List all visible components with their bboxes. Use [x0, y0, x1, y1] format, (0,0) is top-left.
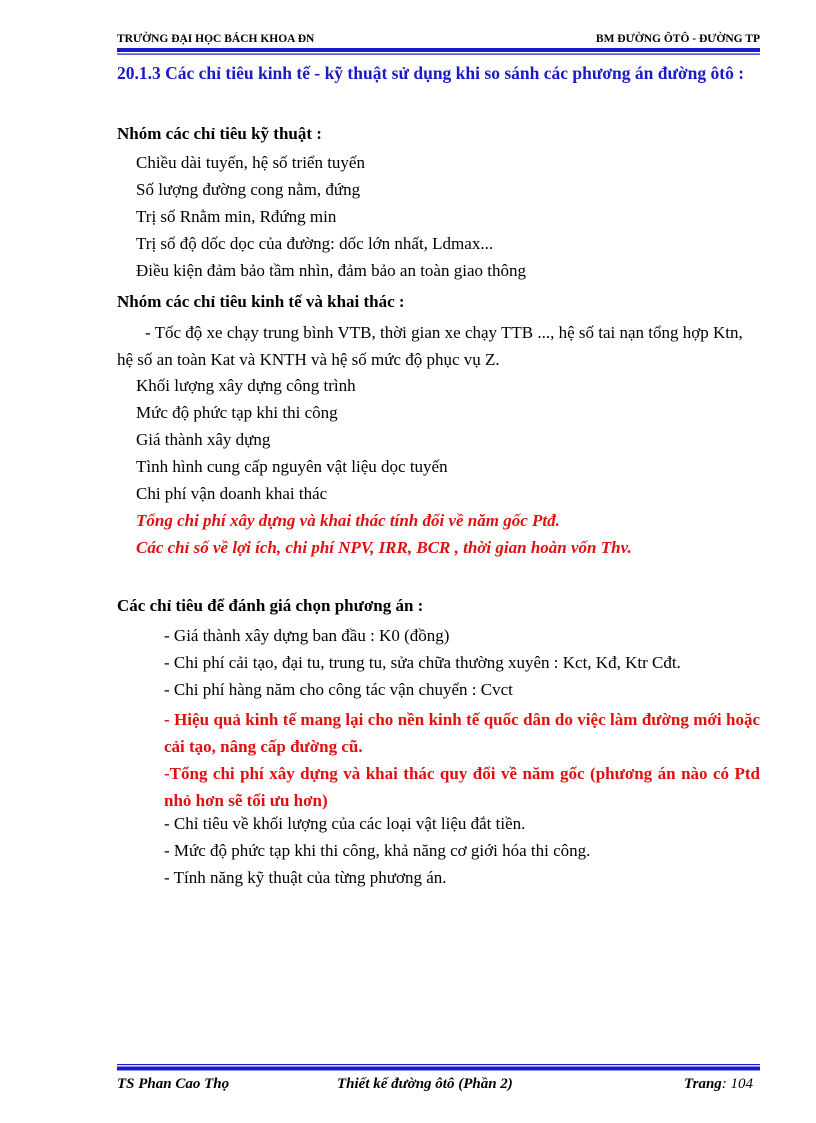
- list-item: Giá thành xây dựng: [136, 430, 271, 449]
- section-title: 20.1.3 Các chỉ tiêu kinh tế - kỹ thuật sử dụng khi so sánh các phương án đường ôtô :: [117, 63, 745, 83]
- footer-page-label: Trang: [684, 1076, 722, 1092]
- footer-page: [684, 1076, 753, 1093]
- list-item: - Chỉ tiêu về khối lượng của các loại vật liệu đắt tiền.: [164, 814, 526, 833]
- highlight-total-cost: Tổng chi phí xây dựng và khai thác tính đổi về năm gốc Ptđ.: [136, 511, 560, 530]
- list-item: Mức độ phức tạp khi thi công: [136, 403, 338, 422]
- list-item: Chiều dài tuyến, hệ số triển tuyến: [136, 153, 365, 172]
- page-header: [117, 33, 760, 49]
- highlight-indices: Các chỉ số về lợi ích, chi phí NPV, IRR, BCR , thời gian hoàn vốn Thv.: [136, 538, 632, 557]
- technical-heading: Nhóm các chỉ tiêu kỹ thuật :: [117, 124, 322, 143]
- footer-page-number: 104: [730, 1076, 754, 1092]
- list-item: Trị số độ dốc dọc của đường: dốc lớn nhất, Ldmax...: [136, 234, 494, 253]
- economic-heading: Nhóm các chỉ tiêu kinh tế và khai thác :: [117, 292, 405, 311]
- header-department: BM ĐƯỜNG ÔTÔ - ĐƯỜNG TP: [595, 33, 760, 45]
- list-item: Số lượng đường cong nằm, đứng: [136, 180, 361, 199]
- highlight-total-cost-base-year: -Tổng chi phí xây dựng và khai thác quy đổi về năm gốc (phương án nào có Ptd nhỏ hơn sẽ tối ưu hơn): [164, 764, 760, 810]
- list-item: Tình hình cung cấp nguyên vật liệu dọc tuyến: [136, 457, 448, 476]
- list-item: Điều kiện đảm bảo tầm nhìn, đảm bảo an toàn giao thông: [136, 261, 526, 280]
- header-rule: [117, 48, 760, 55]
- list-item: - Chi phí hàng năm cho công tác vận chuyển : Cvct: [164, 680, 513, 699]
- list-item: - Chi phí cải tạo, đại tu, trung tu, sửa chữa thường xuyên : Kct, Kđ, Ktr Cđt.: [164, 653, 681, 672]
- list-item: - Tính năng kỹ thuật của từng phương án.: [164, 868, 447, 887]
- header-institution: TRƯỜNG ĐẠI HỌC BÁCH KHOA ĐN: [117, 33, 315, 45]
- footer-author: TS Phan Cao Thọ: [117, 1076, 230, 1092]
- footer-page-separator: :: [721, 1076, 727, 1092]
- economic-intro: - Tốc độ xe chạy trung bình VTB, thời gian xe chạy TTB ..., hệ số tai nạn tổng hợp Ktn, hệ số an toàn Kat và KNTH và hệ số mức độ phục vụ Z.: [117, 323, 743, 369]
- highlight-economic-efficiency: - Hiệu quả kinh tế mang lại cho nền kinh tế quốc dân do việc làm đường mới hoặc cải tạo, nâng cấp đường cũ.: [164, 710, 760, 756]
- footer-rule: [117, 1064, 760, 1071]
- list-item: Chi phí vận doanh khai thác: [136, 484, 328, 503]
- list-item: - Mức độ phức tạp khi thi công, khả năng cơ giới hóa thi công.: [164, 841, 591, 860]
- list-item: Khối lượng xây dựng công trình: [136, 376, 356, 395]
- footer-course: Thiết kế đường ôtô (Phần 2): [337, 1076, 513, 1092]
- list-item: Trị số Rnằm min, Rđứng min: [136, 207, 337, 226]
- list-item: - Giá thành xây dựng ban đầu : K0 (đồng): [164, 626, 450, 645]
- evaluation-heading: Các chỉ tiêu để đánh giá chọn phương án :: [117, 596, 424, 615]
